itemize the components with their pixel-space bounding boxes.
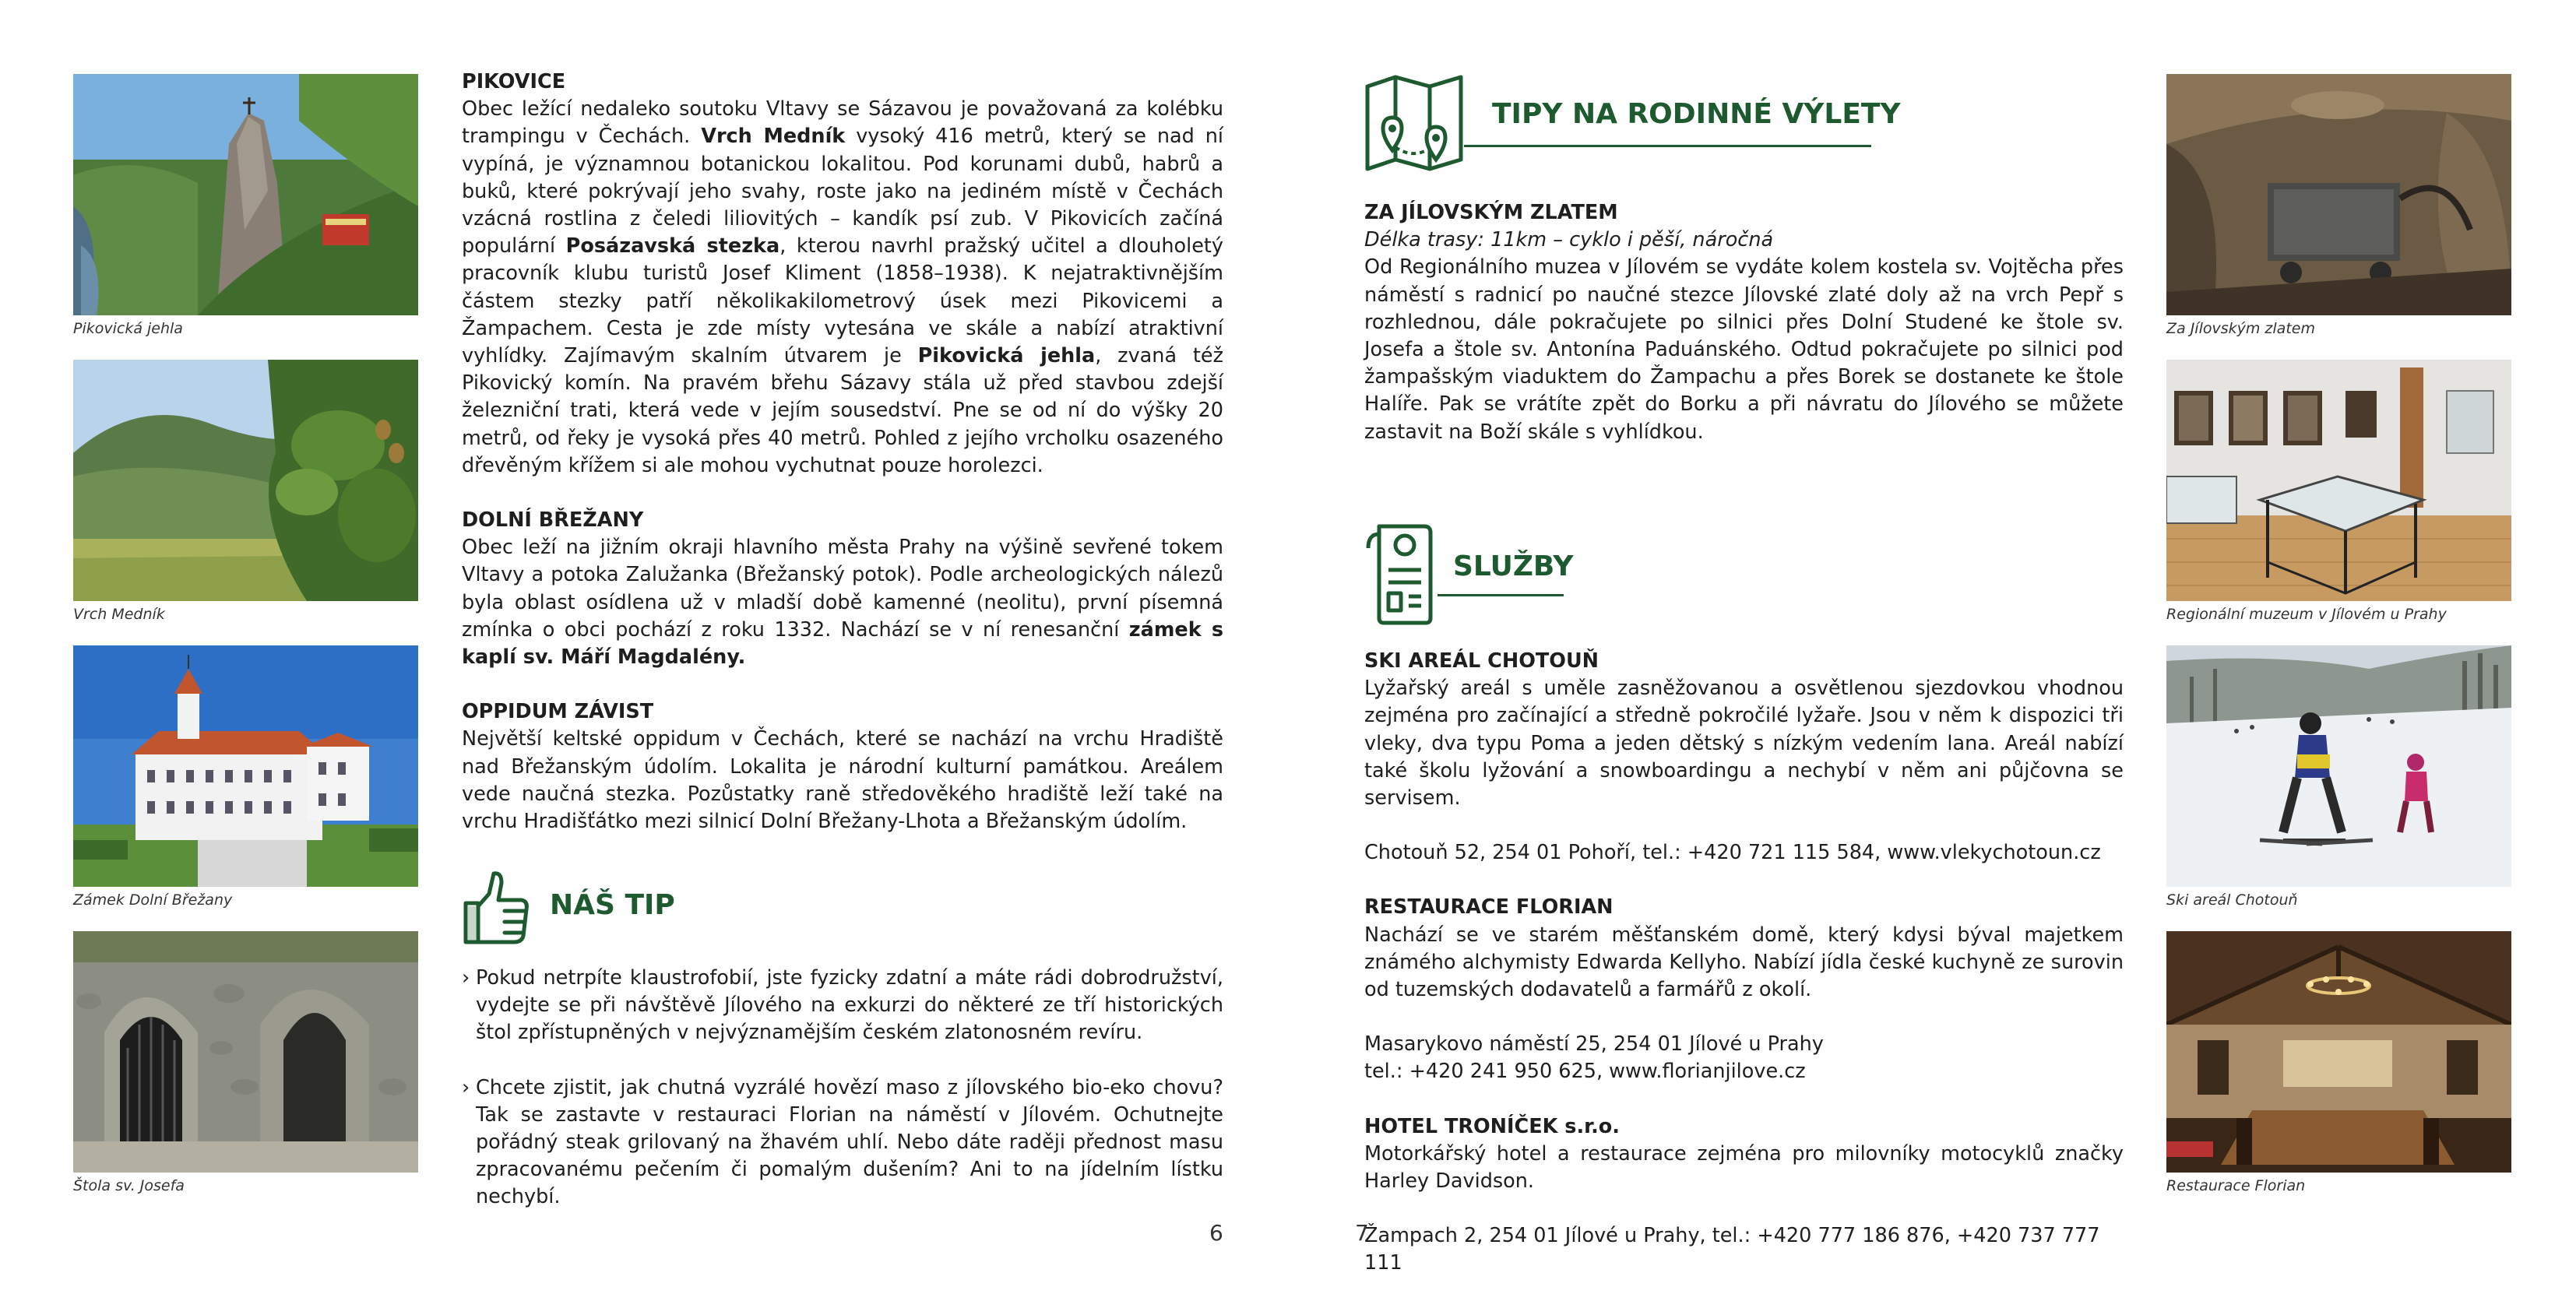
service-contact: Masarykovo náměstí 25, 254 01 Jílové u Prahy <box>1364 1032 1824 1057</box>
service-item <box>1364 1113 2124 1278</box>
left-sections <box>462 69 1223 835</box>
service-contact: tel.: +420 241 950 625, www.florianjilove.cz <box>1364 1060 1806 1084</box>
highlight-text: Posázavská stezka <box>565 234 780 258</box>
tip-item-text: Chcete zjistit, jak chutná vyzrálé hovězí maso z jílovského bio-eko chovu? Tak se zastavte v restauraci Florian na náměstí v Jílovém. Ochutnejte pořádný steak grilovaný na žhavém uhlí. Nebo dáte raději přednost masu zpracovanému pečením či pomalým dušením? Ani to na jídelním lístku nechybí. <box>476 1075 1223 1209</box>
heading-underline <box>1438 594 1564 596</box>
arrow-icon: › <box>462 966 470 990</box>
page-number-right: 7 <box>1355 1220 1369 1246</box>
section-title: PIKOVICE <box>462 70 566 93</box>
caption-zamek-dolni-brezany: Zámek Dolní Břežany <box>73 891 233 909</box>
nas-tip-heading: NÁŠ TIP <box>550 889 675 921</box>
caption-regionalni-muzeum: Regionální muzeum v Jílovém u Prahy <box>2166 606 2447 623</box>
photo-regionalni-muzeum <box>2166 360 2511 601</box>
service-contact: Chotouň 52, 254 01 Pohoří, tel.: +420 721 115 584, www.vlekychotoun.cz <box>1364 841 2101 865</box>
door-hanger-icon <box>1365 519 1438 626</box>
section-text <box>462 534 1223 671</box>
arrow-icon: › <box>462 1075 470 1099</box>
section-title: OPPIDUM ZÁVIST <box>462 700 654 724</box>
service-title: HOTEL TRONÍČEK s.r.o. <box>1364 1114 1620 1138</box>
caption-restaurace-florian: Restaurace Florian <box>2166 1177 2306 1194</box>
photo-restaurace-florian <box>2166 931 2511 1173</box>
sluzby-heading: SLUŽBY <box>1453 550 1574 582</box>
service-title: SKI AREÁL CHOTOUŇ <box>1364 649 1599 673</box>
highlight-text: zámek s kaplí sv. Máří Magdalény. <box>462 617 1223 670</box>
service-contact: Žampach 2, 254 01 Jílové u Prahy, tel.: +420 777 186 876, +420 737 777 111 <box>1364 1224 2100 1275</box>
service-item <box>1364 648 2124 867</box>
services-list <box>1364 648 2124 1278</box>
body-text: Obec ležící nedaleko soutoku Vltavy se Sázavou je považovaná za kolébku trampingu v Čechách. <box>462 97 1223 149</box>
tip-list <box>462 965 1223 1211</box>
trip-text: Od Regionálního muzea v Jílovém se vydáte kolem kostela sv. Vojtěcha přes náměstí s radnicí po naučné stezce Jílovské zlaté doly až na vrch Pepř s rozhlednou, dále pokračujete po silnici přes Dolní Studené ke štole sv. Josefa a štole sv. Antonína Paduánského. Odtud pokračujete po silnici pod žampašským viaduktem do Žampachu a přes Borek se dostanete ke štole Halíře. Pak se vrátíte zpět do Borku a při návratu do Jílového se můžete zastavit na Boží skále s vyhlídkou. <box>1364 255 2124 444</box>
thumbs-up-icon <box>459 866 533 947</box>
service-item <box>1364 894 2124 1085</box>
caption-pikovicka-jehla: Pikovická jehla <box>73 320 183 337</box>
services-container <box>1364 648 2124 1278</box>
section-text <box>462 726 1223 835</box>
section-title: DOLNÍ BŘEŽANY <box>462 508 644 533</box>
trip-subtitle: Délka trasy: 11km – cyklo i pěší, náročná <box>1364 228 1774 252</box>
photo-stola-sv-josefa <box>73 931 418 1173</box>
caption-stola-sv-josefa: Štola sv. Josefa <box>73 1177 185 1194</box>
tip-item <box>462 1074 1223 1211</box>
body-text: Největší keltské oppidum v Čechách, které se nachází na vrchu Hradiště nad Břežanským údolím. Lokalita je národní kulturní památkou. Areálem vede naučná stezka. Pozůstatky raně středověkého hradiště leží také na vrchu Hradišťátko mezi silnicí Dolní Břežany-Lhota a Břežanským údolím. <box>462 727 1223 834</box>
heading-underline <box>1464 145 1871 147</box>
photo-ski-areal-chotoun <box>2166 645 2511 887</box>
caption-vrch-mednik: Vrch Medník <box>73 606 165 623</box>
photo-vrch-mednik <box>73 360 418 601</box>
body-text: , zvaná též Pikovický komín. Na pravém břehu Sázavy stála už před stavbou zdejší železniční trati, která vede v jejím sousedství. Pne se od ní do výšky 20 metrů, od řeky je vysoká přes 40 metrů. Pohled z jejího vrcholku osazeného dřevěným křížem si ale mohou vychutnat pouze horolezci. <box>462 344 1223 477</box>
caption-za-jilovskym-zlatem: Za Jílovským zlatem <box>2166 320 2315 337</box>
body-text: , kterou navrhl pražský učitel a dlouholetý pracovník klubu turistů Josef Kliment (1858–1938). K nejatraktivnějším částem stezky patří několikakilometrový úsek mezi Pikovicemi a Žampachem. Cesta je zde místy vytesána ve skále a nabízí atraktivní vyhlídky. Zajímavým skalním útvarem je <box>462 234 1223 368</box>
highlight-text: Vrch Medník <box>701 125 846 149</box>
photo-zamek-dolni-brezany <box>73 645 418 887</box>
service-title: RESTAURACE FLORIAN <box>1364 895 1614 920</box>
family-trip-block <box>1364 199 2124 446</box>
page-number-left: 6 <box>1209 1220 1223 1246</box>
section <box>462 507 1223 671</box>
map-pin-icon <box>1364 72 1464 175</box>
service-text: Lyžařský areál s uměle zasněžovanou a osvětlenou sjezdovkou vhodnou zejména pro začínající a středně pokročilé lyžaře. Jsou v něm k dispozici tři vleky, dva typu Poma a jeden dětský s nízkým vedením lana. Areál nabízí také školu lyžování a snowboardingu a nechybí v něm ani půjčovna se servisem. <box>1364 677 2124 811</box>
photo-pikovicka-jehla <box>73 74 418 315</box>
body-text: Obec leží na jižním okraji hlavního města Prahy na výšině sevřené tokem Vltavy a potoka Zalužanka (Břežanský potok). Podle archeologických nálezů byla oblast osídlena už v mladší době kamenné (neolitu), první písemná zmínka o obci pochází z roku 1332. Nachází se v ní renesanční <box>462 536 1223 642</box>
service-text: Motorkářský hotel a restaurace zejména pro milovníky motocyklů značky Harley Davidson. <box>1364 1141 2124 1194</box>
trip-title: ZA JÍLOVSKÝM ZLATEM <box>1364 201 1618 224</box>
section <box>462 698 1223 835</box>
service-text: Nachází se ve starém měšťanském domě, který kdysi býval majetkem známého alchymisty Edwarda Kellyho. Nabízí jídla české kuchyně ze surovin od tuzemských dodavatelů a farmářů z okolí. <box>1364 923 2124 1002</box>
photo-za-jilovskym-zlatem <box>2166 74 2511 315</box>
tipy-rodinne-vylety-heading: TIPY NA RODINNÉ VÝLETY <box>1492 98 1901 130</box>
tip-item-text: Pokud netrpíte klaustrofobií, jste fyzicky zdatní a máte rádi dobrodružství, vydejte se při návštěvě Jílového na exkurzi do některé ze tří historických štol zpřístupněných v nejvýznamějším českém zlatonosném revíru. <box>476 966 1223 1045</box>
tip-item <box>462 965 1223 1047</box>
section-text <box>462 96 1223 480</box>
left-text-column <box>462 69 1223 835</box>
highlight-text: Pikovická jehla <box>917 344 1096 368</box>
caption-ski-areal-chotoun: Ski areál Chotouň <box>2166 891 2298 909</box>
body-text: vysoký 416 metrů, který se nad ní vypíná, je významnou botanickou lokalitou. Pod korunami dubů, habrů a buků, které pokrývají jeho svahy, roste jako na jediném místě v Čechách vzácná rostlina z čeledi liliovitých – kandík psí zub. V Pikovicích začíná populární <box>462 125 1223 258</box>
section <box>462 69 1223 480</box>
